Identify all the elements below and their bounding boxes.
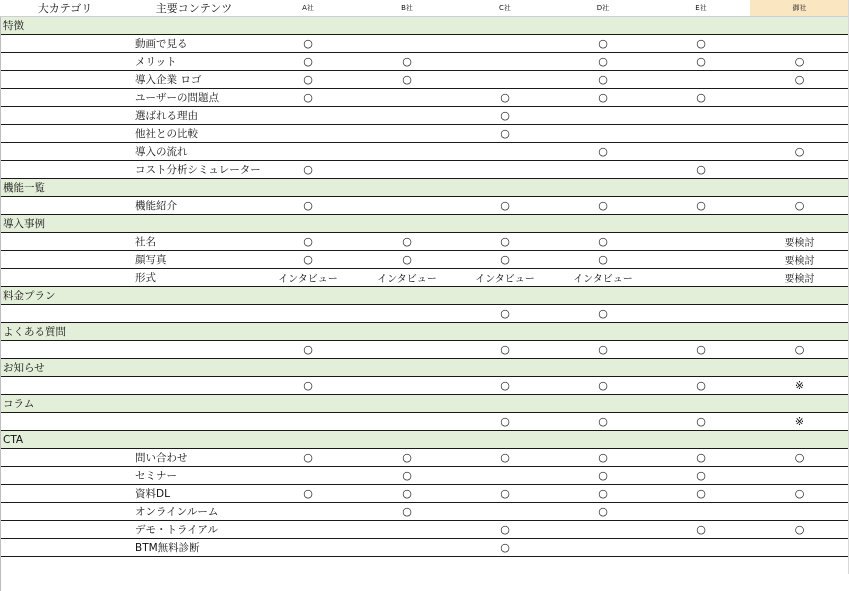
section-row bbox=[0, 395, 849, 413]
table-row bbox=[0, 305, 849, 323]
mark-e: ○ bbox=[696, 469, 706, 482]
mark-c: ○ bbox=[500, 235, 510, 248]
mark-own bbox=[750, 107, 849, 124]
mark-c: ○ bbox=[500, 523, 510, 536]
table-row bbox=[0, 467, 849, 485]
mark-c: ○ bbox=[500, 109, 510, 122]
mark-b: ○ bbox=[402, 505, 412, 518]
mark-e: ○ bbox=[696, 523, 706, 536]
mark-d: ○ bbox=[598, 505, 608, 518]
mark-c: ○ bbox=[500, 379, 510, 392]
mark-a: ○ bbox=[303, 253, 313, 266]
mark-e: ○ bbox=[696, 415, 706, 428]
mark-own: ※ bbox=[794, 415, 805, 428]
mark-own: ○ bbox=[794, 73, 805, 86]
mark-own: ※ bbox=[794, 379, 805, 392]
mark-b: ○ bbox=[402, 451, 412, 464]
section-row bbox=[0, 431, 849, 449]
section-row bbox=[0, 17, 849, 35]
mark-c: ○ bbox=[500, 541, 510, 554]
content-label: 形式 bbox=[135, 272, 156, 284]
section-row bbox=[0, 359, 849, 377]
mark-c: ○ bbox=[500, 451, 510, 464]
table-row bbox=[0, 125, 849, 143]
section-row bbox=[0, 323, 849, 341]
mark-d: ○ bbox=[598, 343, 608, 356]
table-row bbox=[0, 269, 849, 287]
mark-own: ○ bbox=[794, 451, 805, 464]
mark-d: ○ bbox=[598, 307, 608, 320]
mark-b: ○ bbox=[402, 469, 412, 482]
content-label: ユーザーの問題点 bbox=[135, 92, 219, 104]
mark-b: インタビュー bbox=[377, 274, 437, 285]
mark-own: ○ bbox=[794, 199, 805, 212]
mark-a bbox=[258, 539, 358, 556]
mark-a: ○ bbox=[303, 73, 313, 86]
mark-a: ○ bbox=[303, 235, 313, 248]
mark-e: ○ bbox=[696, 37, 706, 50]
mark-d bbox=[554, 107, 652, 124]
table-row bbox=[0, 89, 849, 107]
mark-d bbox=[554, 539, 652, 556]
header-main-content: 主要コンテンツ bbox=[155, 2, 233, 15]
mark-d bbox=[554, 521, 652, 538]
mark-a: ○ bbox=[303, 163, 313, 176]
mark-a bbox=[258, 503, 358, 520]
table-row bbox=[0, 413, 849, 431]
mark-c bbox=[456, 35, 554, 52]
content-label: デモ・トライアル bbox=[135, 524, 218, 536]
mark-a bbox=[258, 143, 358, 160]
mark-a: ○ bbox=[303, 379, 313, 392]
table-row bbox=[0, 485, 849, 503]
header-company-own: 御社 bbox=[750, 0, 849, 16]
mark-b bbox=[358, 341, 456, 358]
mark-d: ○ bbox=[598, 451, 608, 464]
mark-c bbox=[456, 71, 554, 88]
mark-b bbox=[358, 89, 456, 106]
mark-b bbox=[358, 125, 456, 142]
table-row bbox=[0, 251, 849, 269]
header-company-b: B社 bbox=[401, 4, 413, 12]
mark-e bbox=[652, 125, 750, 142]
header-company-a: A社 bbox=[302, 4, 314, 12]
table-row bbox=[0, 233, 849, 251]
content-label: BTM無料診断 bbox=[135, 542, 200, 554]
header-company-c: C社 bbox=[499, 4, 511, 12]
left-border bbox=[0, 17, 1, 591]
mark-b bbox=[358, 305, 456, 322]
mark-c: ○ bbox=[500, 91, 510, 104]
mark-b: ○ bbox=[402, 235, 412, 248]
header-company-e: E社 bbox=[695, 4, 707, 12]
mark-d: インタビュー bbox=[573, 274, 633, 285]
mark-c: ○ bbox=[500, 415, 510, 428]
table-row bbox=[0, 143, 849, 161]
mark-own: 要検討 bbox=[784, 274, 815, 285]
mark-c bbox=[456, 467, 554, 484]
section-title: 料金プラン bbox=[3, 290, 56, 302]
content-label: オンラインルーム bbox=[135, 506, 219, 518]
mark-d: ○ bbox=[598, 415, 608, 428]
mark-b: ○ bbox=[402, 73, 412, 86]
mark-own: 要検討 bbox=[784, 238, 815, 249]
content-label: 導入企業 ロゴ bbox=[135, 74, 202, 86]
mark-a bbox=[258, 521, 358, 538]
content-label: 問い合わせ bbox=[135, 452, 188, 464]
mark-b bbox=[358, 35, 456, 52]
mark-e: ○ bbox=[696, 343, 706, 356]
header-row bbox=[0, 0, 849, 17]
table-row bbox=[0, 161, 849, 179]
table-body bbox=[0, 17, 849, 557]
table-row bbox=[0, 197, 849, 215]
table-row bbox=[0, 53, 849, 71]
mark-e bbox=[652, 251, 750, 268]
mark-d: ○ bbox=[598, 145, 608, 158]
mark-e bbox=[652, 107, 750, 124]
content-label: 顔写真 bbox=[135, 254, 167, 266]
mark-d: ○ bbox=[598, 73, 608, 86]
mark-d: ○ bbox=[598, 379, 608, 392]
mark-own: ○ bbox=[794, 487, 805, 500]
mark-b bbox=[358, 143, 456, 160]
mark-e: ○ bbox=[696, 379, 706, 392]
content-label: セミナー bbox=[135, 470, 177, 482]
mark-a: ○ bbox=[303, 199, 313, 212]
section-row bbox=[0, 287, 849, 305]
mark-d: ○ bbox=[598, 487, 608, 500]
table-row bbox=[0, 503, 849, 521]
mark-a bbox=[258, 107, 358, 124]
table-row bbox=[0, 35, 849, 53]
table-row bbox=[0, 521, 849, 539]
section-title: よくある質問 bbox=[3, 326, 66, 338]
section-title: お知らせ bbox=[3, 362, 45, 374]
content-label: コスト分析シミュレーター bbox=[135, 164, 261, 176]
mark-c: ○ bbox=[500, 127, 510, 140]
mark-c bbox=[456, 143, 554, 160]
mark-e bbox=[652, 305, 750, 322]
mark-own bbox=[750, 503, 849, 520]
mark-b bbox=[358, 539, 456, 556]
mark-c: ○ bbox=[500, 199, 510, 212]
mark-e bbox=[652, 71, 750, 88]
mark-b bbox=[358, 197, 456, 214]
mark-own: 要検討 bbox=[784, 256, 815, 267]
mark-e bbox=[652, 539, 750, 556]
mark-a: インタビュー bbox=[278, 274, 338, 285]
mark-own: ○ bbox=[794, 523, 805, 536]
mark-own bbox=[750, 539, 849, 556]
mark-c bbox=[456, 161, 554, 178]
mark-own: ○ bbox=[794, 343, 805, 356]
mark-d: ○ bbox=[598, 91, 608, 104]
mark-a: ○ bbox=[303, 37, 313, 50]
mark-own bbox=[750, 125, 849, 142]
content-label: 社名 bbox=[135, 236, 156, 248]
mark-e bbox=[652, 503, 750, 520]
section-title: 機能一覧 bbox=[3, 182, 45, 194]
mark-b: ○ bbox=[402, 487, 412, 500]
mark-b bbox=[358, 413, 456, 430]
content-label: 導入の流れ bbox=[135, 146, 188, 158]
header-category: 大カテゴリ bbox=[37, 2, 93, 15]
mark-own: ○ bbox=[794, 55, 805, 68]
mark-a bbox=[258, 413, 358, 430]
mark-a: ○ bbox=[303, 451, 313, 464]
mark-d: ○ bbox=[598, 469, 608, 482]
table-row bbox=[0, 449, 849, 467]
mark-d: ○ bbox=[598, 199, 608, 212]
content-label: 機能紹介 bbox=[135, 200, 177, 212]
mark-e: ○ bbox=[696, 163, 706, 176]
mark-c: インタビュー bbox=[475, 274, 535, 285]
mark-e bbox=[652, 233, 750, 250]
mark-b bbox=[358, 161, 456, 178]
mark-e bbox=[652, 269, 750, 286]
mark-a: ○ bbox=[303, 55, 313, 68]
mark-d: ○ bbox=[598, 37, 608, 50]
section-title: 特徴 bbox=[3, 20, 24, 32]
mark-a bbox=[258, 125, 358, 142]
mark-b: ○ bbox=[402, 253, 412, 266]
mark-c: ○ bbox=[500, 307, 510, 320]
mark-b bbox=[358, 521, 456, 538]
content-label: 他社との比較 bbox=[135, 128, 198, 140]
mark-d: ○ bbox=[598, 55, 608, 68]
mark-own bbox=[750, 35, 849, 52]
section-title: コラム bbox=[3, 398, 35, 410]
mark-e: ○ bbox=[696, 55, 706, 68]
mark-c: ○ bbox=[500, 343, 510, 356]
mark-e bbox=[652, 143, 750, 160]
mark-a bbox=[258, 305, 358, 322]
mark-c: ○ bbox=[500, 253, 510, 266]
section-title: CTA bbox=[3, 433, 24, 446]
mark-a bbox=[258, 467, 358, 484]
mark-a: ○ bbox=[303, 343, 313, 356]
mark-d: ○ bbox=[598, 253, 608, 266]
section-row bbox=[0, 215, 849, 233]
mark-own bbox=[750, 467, 849, 484]
content-label: メリット bbox=[135, 56, 177, 68]
content-label: 資料DL bbox=[135, 488, 170, 500]
content-label: 選ばれる理由 bbox=[135, 110, 198, 122]
mark-e: ○ bbox=[696, 199, 706, 212]
mark-e: ○ bbox=[696, 451, 706, 464]
table-row bbox=[0, 341, 849, 359]
mark-d bbox=[554, 125, 652, 142]
mark-own bbox=[750, 161, 849, 178]
mark-e: ○ bbox=[696, 91, 706, 104]
mark-a: ○ bbox=[303, 487, 313, 500]
mark-a: ○ bbox=[303, 91, 313, 104]
mark-c bbox=[456, 53, 554, 70]
table-row bbox=[0, 71, 849, 89]
table-row bbox=[0, 107, 849, 125]
mark-c: ○ bbox=[500, 487, 510, 500]
mark-own: ○ bbox=[794, 145, 805, 158]
mark-own bbox=[750, 89, 849, 106]
section-title: 導入事例 bbox=[3, 218, 45, 230]
content-label: 動画で見る bbox=[135, 38, 188, 50]
mark-b: ○ bbox=[402, 55, 412, 68]
table-row bbox=[0, 377, 849, 395]
header-company-d: D社 bbox=[596, 4, 610, 12]
mark-d bbox=[554, 161, 652, 178]
mark-d: ○ bbox=[598, 235, 608, 248]
table-row bbox=[0, 539, 849, 557]
mark-e: ○ bbox=[696, 487, 706, 500]
mark-b bbox=[358, 107, 456, 124]
section-row bbox=[0, 179, 849, 197]
mark-c bbox=[456, 503, 554, 520]
mark-b bbox=[358, 377, 456, 394]
mark-own bbox=[750, 305, 849, 322]
